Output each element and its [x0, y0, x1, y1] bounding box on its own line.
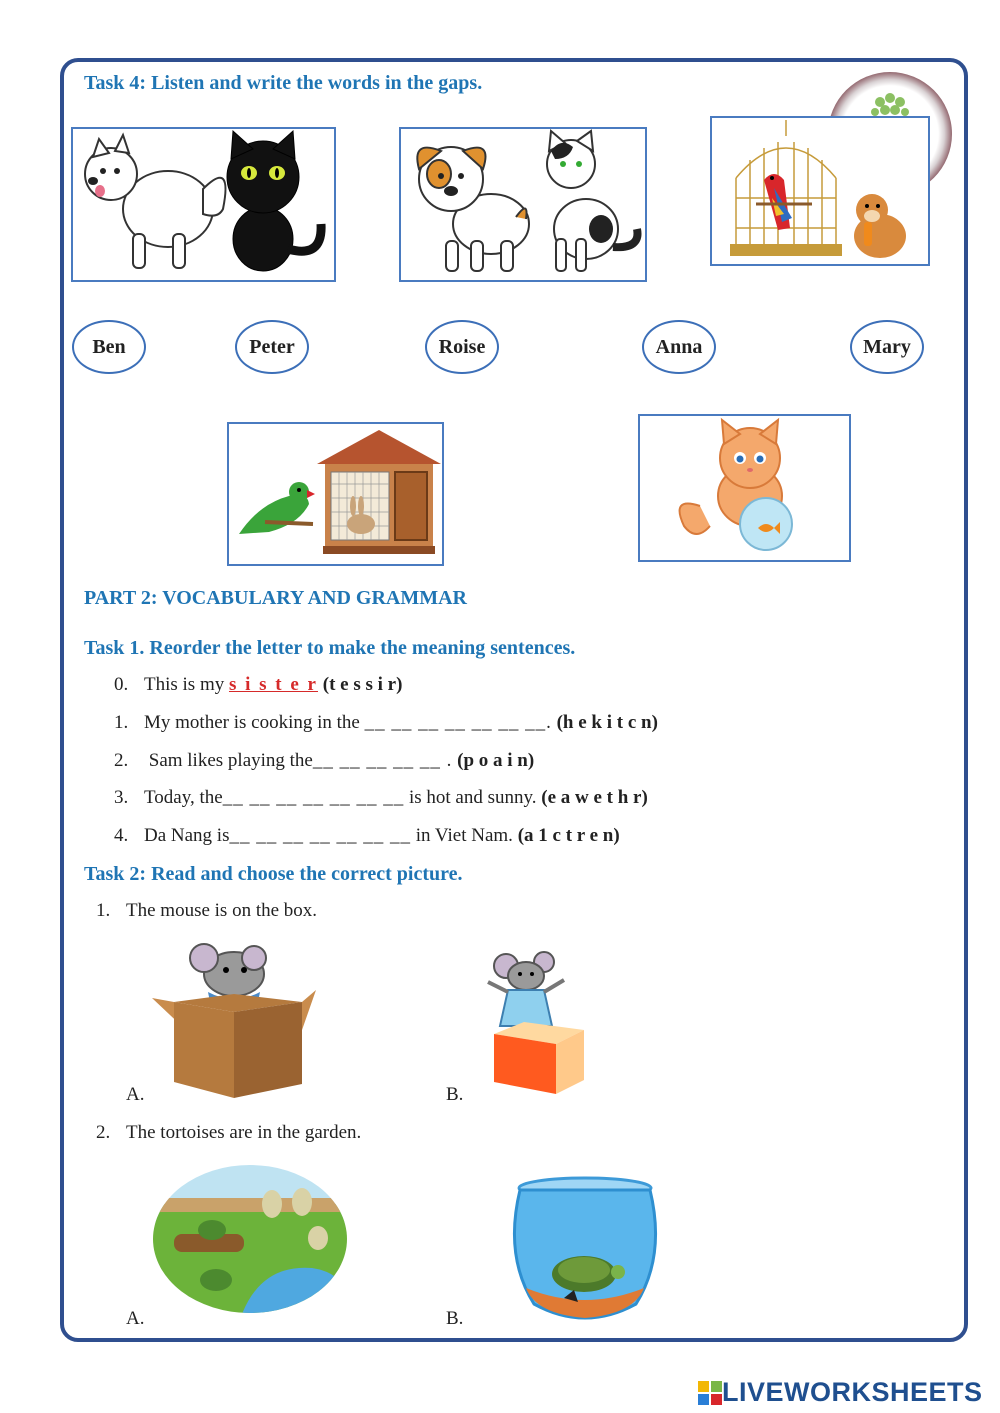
name-label: Peter: [249, 335, 295, 358]
sentence-example: [114, 674, 402, 696]
option-a-mouse-in-box[interactable]: [152, 940, 316, 1100]
answer-blank[interactable]: __ __ __ __ __ .: [312, 750, 453, 771]
brand-name: LIVEWORKSHEETS: [722, 1377, 983, 1407]
sentence-text-after: is hot and sunny.: [404, 787, 542, 808]
sentence-text: Today, the: [144, 787, 223, 808]
option-a-tortoises-in-garden[interactable]: [152, 1164, 348, 1314]
name-label: Mary: [863, 335, 911, 358]
name-oval-roise: [425, 320, 499, 374]
name-label: Roise: [438, 335, 486, 358]
sentence-3: [114, 787, 648, 809]
letter-hint: (h e k i t c n): [556, 712, 658, 733]
name-label: Ben: [92, 335, 126, 358]
answer-blank[interactable]: __ __ __ __ __ __ __: [229, 825, 411, 846]
liveworksheets-logo: [698, 1377, 983, 1408]
letter-hint: (t e s s i r): [322, 674, 403, 695]
picture-cat-and-fishbowl: [638, 414, 851, 562]
example-answer: s i s t e r: [228, 674, 318, 695]
name-label: Anna: [655, 335, 703, 358]
task1-title: Task 1. Reorder the letter to make the meaning sentences.: [84, 637, 576, 659]
answer-blank[interactable]: __ __ __ __ __ __ __.: [364, 712, 552, 733]
item-number: 1.: [114, 712, 129, 733]
letter-hint: (a 1 c t r e n): [517, 825, 620, 846]
sentence-text: Sam likes playing the: [144, 750, 313, 771]
option-b-tortoise-in-fishbowl[interactable]: [504, 1176, 666, 1326]
option-b-label: B.: [446, 1084, 464, 1105]
question-text: The tortoises are in the garden.: [126, 1122, 362, 1143]
name-oval-ben: [72, 320, 146, 374]
sentence-2: [114, 750, 534, 772]
option-b-label-2: B.: [446, 1308, 464, 1329]
item-number: 0.: [114, 674, 129, 695]
question-text: The mouse is on the box.: [126, 900, 318, 921]
name-oval-anna: [642, 320, 716, 374]
answer-blank[interactable]: __ __ __ __ __ __ __: [222, 787, 405, 808]
liveworksheets-mark-icon: [698, 1381, 722, 1405]
item-number: 3.: [114, 787, 129, 808]
sentence-text: Da Nang is: [144, 825, 230, 846]
picture-parrot-in-cage-and-hamster: [710, 116, 930, 266]
name-oval-mary: [850, 320, 924, 374]
option-a-label: A.: [126, 1084, 145, 1105]
picture-parrot-and-rabbit-hutch: [227, 422, 444, 566]
task2-title: Task 2: Read and choose the correct picture.: [84, 863, 463, 885]
sentence-text: This is my: [144, 674, 229, 695]
option-a-label-2: A.: [126, 1308, 145, 1329]
picture-dog-and-cat-2: [399, 127, 647, 282]
sentence-4: [114, 825, 620, 847]
letter-hint: (e a w e t h r): [541, 787, 648, 808]
sentence-text: My mother is cooking in the: [144, 712, 365, 733]
question-number: 2.: [96, 1122, 111, 1143]
question-2: [96, 1122, 361, 1144]
question-number: 1.: [96, 900, 111, 921]
question-1: [96, 900, 317, 922]
sentence-text-after: in Viet Nam.: [410, 825, 518, 846]
part2-title: PART 2: VOCABULARY AND GRAMMAR: [84, 587, 467, 609]
picture-dog-and-cat-1: [71, 127, 336, 282]
item-number: 4.: [114, 825, 129, 846]
name-oval-peter: [235, 320, 309, 374]
letter-hint: (p o a i n): [457, 750, 535, 771]
sentence-1: [114, 712, 658, 734]
task4-title: Task 4: Listen and write the words in the gaps.: [84, 72, 483, 94]
option-b-mouse-on-box[interactable]: [466, 944, 610, 1102]
item-number: 2.: [114, 750, 129, 771]
